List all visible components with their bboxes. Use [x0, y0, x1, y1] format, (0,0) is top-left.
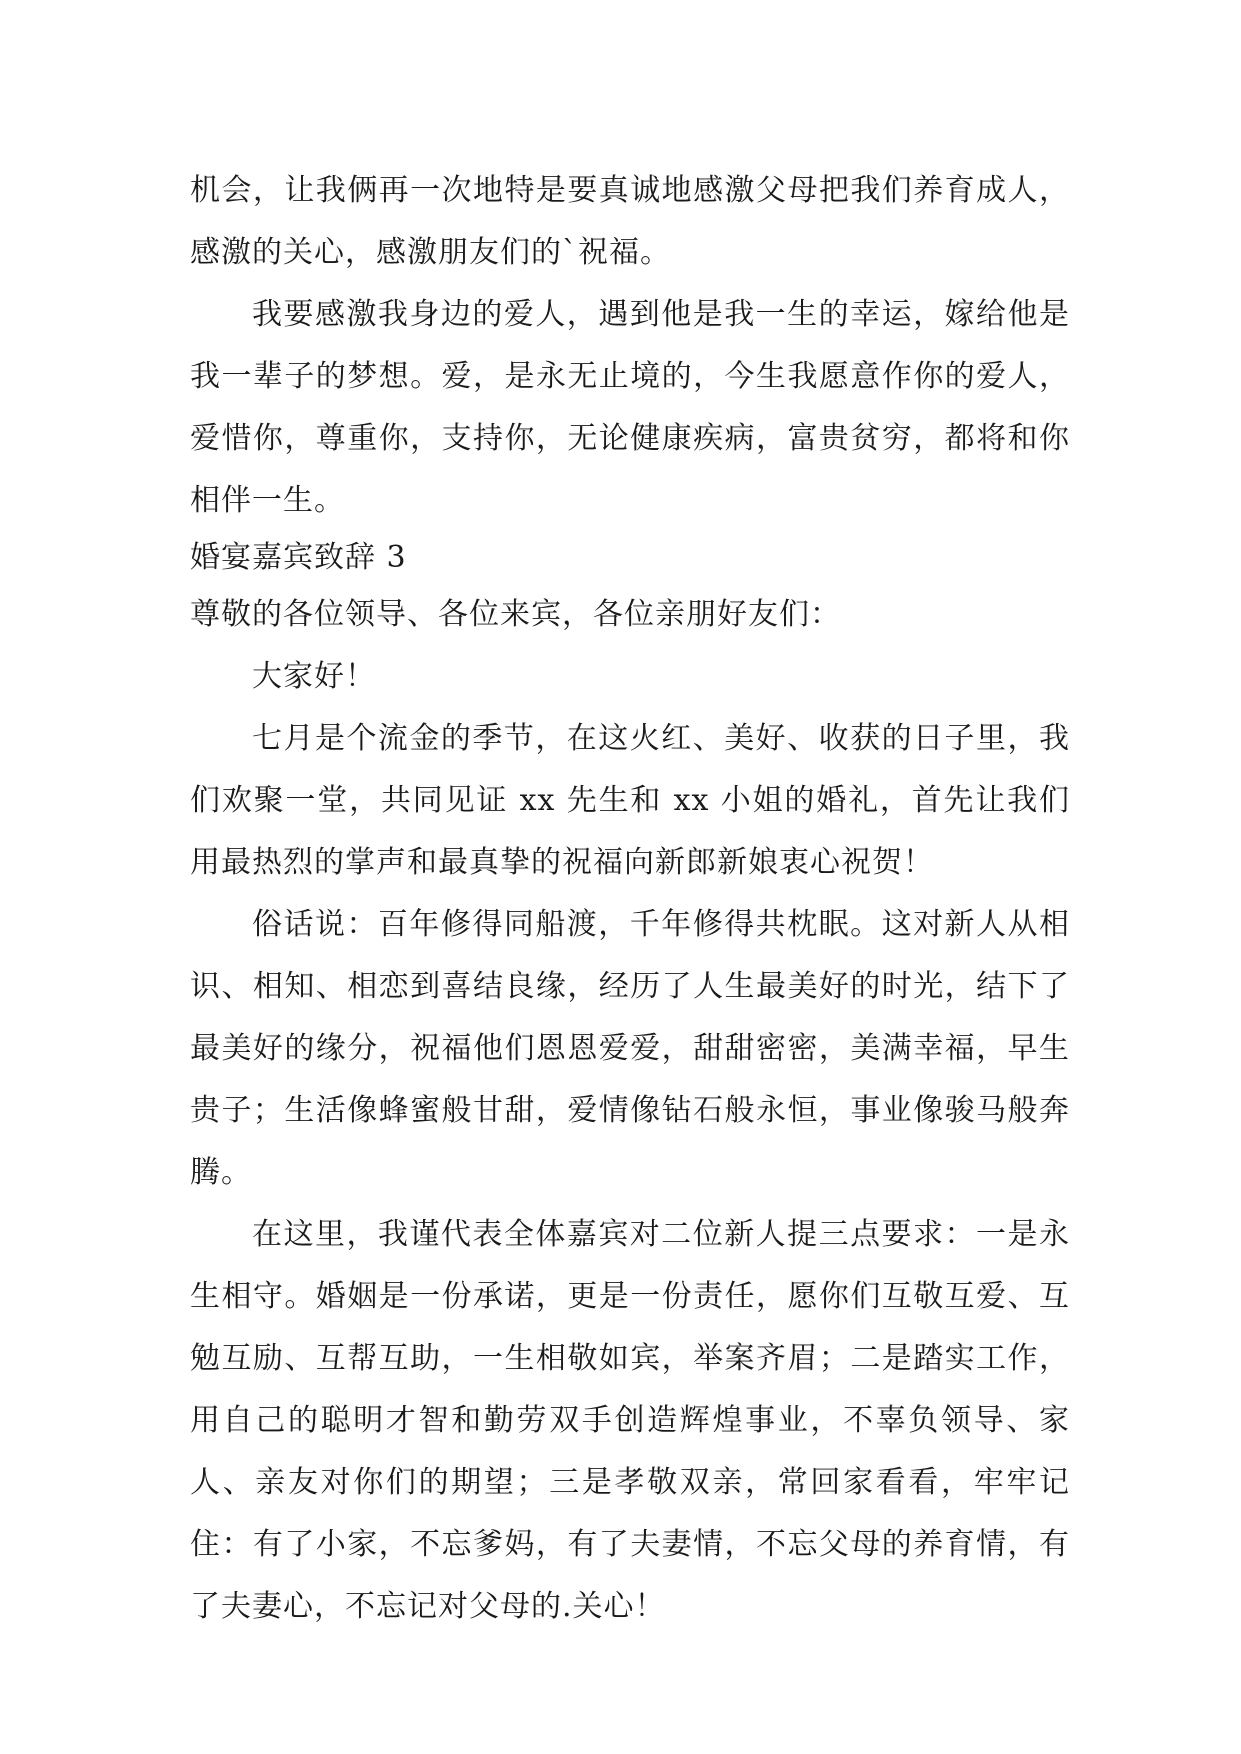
document-body [190, 160, 1070, 1638]
paragraph-continuation: 机会，让我俩再一次地特是要真诚地感激父母把我们养育成人，感激的关心，感激朋友们的`祝福。 [190, 173, 1070, 270]
paragraph-gratitude-spouse: 我要感激我身边的爱人，遇到他是我一生的幸运，嫁给他是我一辈子的梦想。爱，是永无止境的，今生我愿意作你的爱人，爱惜你，尊重你，支持你，无论健康疾病，富贵贫穷，都将和你相伴一生。 [190, 297, 1070, 518]
paragraph-blessing: 俗话说：百年修得同船渡，千年修得共枕眠。这对新人从相识、相知、相恋到喜结良缘，经历了人生最美好的时光，结下了最美好的缘分，祝福他们恩恩爱爱，甜甜密密，美满幸福，早生贵子；生活像蜂蜜般甘甜，爱情像钻石般永恒，事业像骏马般奔腾。 [190, 907, 1070, 1190]
greeting: 大家好！ [252, 659, 376, 694]
section-heading: 婚宴嘉宾致辞 3 [190, 540, 407, 575]
salutation: 尊敬的各位领导、各位来宾，各位亲朋好友们： [190, 597, 841, 632]
paragraph-requests: 在这里，我谨代表全体嘉宾对二位新人提三点要求：一是永生相守。婚姻是一份承诺，更是一份责任，愿你们互敬互爱、互勉互励、互帮互助，一生相敬如宾，举案齐眉；二是踏实工作，用自己的聪明才智和勤劳双手创造辉煌事业，不辜负领导、家人、亲友对你们的期望；三是孝敬双亲，常回家看看，牢牢记住：有了小家，不忘爹妈，有了夫妻情，不忘父母的养育情，有了夫妻心，不忘记对父母的.关心！ [190, 1217, 1070, 1624]
paragraph-opening: 七月是个流金的季节，在这火红、美好、收获的日子里，我们欢聚一堂，共同见证 xx 先生和 xx 小姐的婚礼，首先让我们用最热烈的掌声和最真挚的祝福向新郎新娘衷心祝贺！ [190, 721, 1070, 880]
